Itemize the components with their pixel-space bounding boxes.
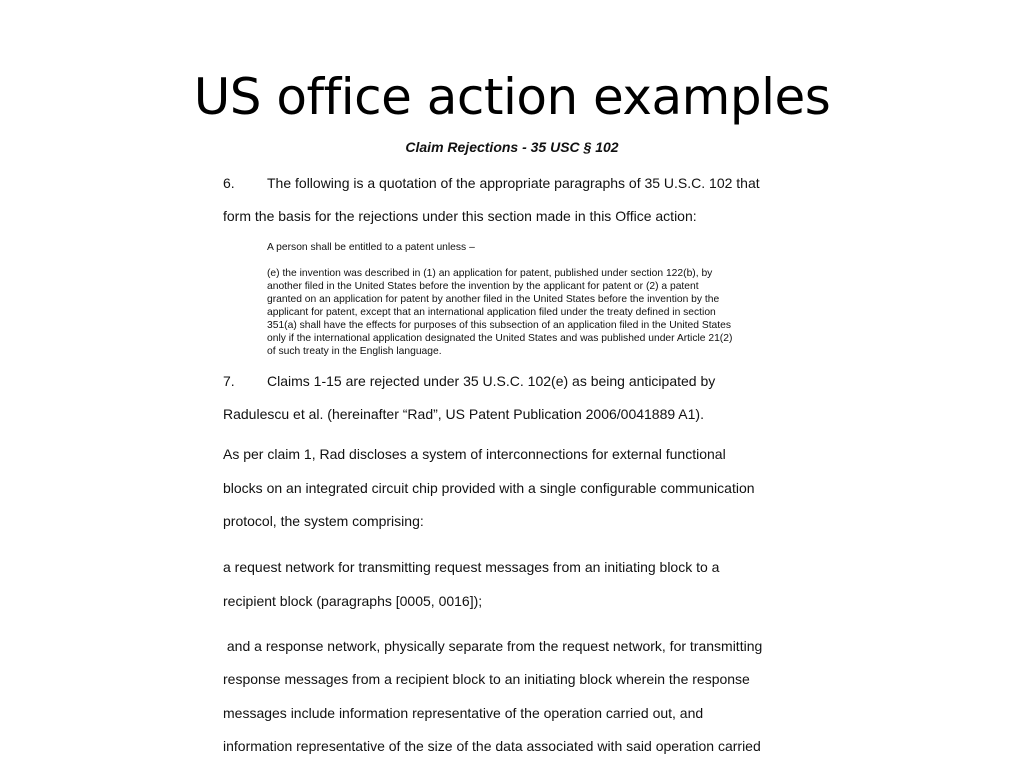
response-network-line: information representative of the size of the data associated with said operation carried	[223, 738, 761, 754]
response-network-line: messages include information representative of the operation carried out, and	[223, 705, 704, 721]
statute-quote-line: only if the international application designated the United States and was published under Article 21(2)	[267, 333, 733, 344]
paragraph-7-line-1: Claims 1-15 are rejected under 35 U.S.C. 102(e) as being anticipated by	[267, 373, 716, 389]
slide-title: US office action examples	[193, 68, 831, 126]
paragraph-6-line-1: The following is a quotation of the appropriate paragraphs of 35 U.S.C. 102 that	[267, 175, 760, 191]
paragraph-number-6: 6.	[223, 175, 235, 191]
statute-quote-line: applicant for patent, except that an international application filed under the treaty defined in section	[267, 307, 716, 318]
statute-quote-line: granted on an application for patent by another filed in the United States before the invention by the	[267, 294, 720, 305]
statute-quote-line: (e) the invention was described in (1) an application for patent, published under section 122(b), by	[267, 268, 713, 279]
statute-quote-line: of such treaty in the English language.	[267, 346, 442, 357]
request-network-line: a request network for transmitting request messages from an initiating block to a	[223, 559, 720, 575]
claim-intro-line: As per claim 1, Rad discloses a system of interconnections for external functional	[223, 446, 726, 462]
response-network-line: response messages from a recipient block to an initiating block wherein the response	[223, 671, 750, 687]
section-heading: Claim Rejections - 35 USC § 102	[405, 139, 619, 155]
response-network-line: and a response network, physically separate from the request network, for transmitting	[223, 638, 763, 654]
statute-quote-line: another filed in the United States before the invention by the applicant for patent or (2) a patent	[267, 281, 699, 292]
paragraph-number-7: 7.	[223, 373, 235, 389]
statute-quote-intro: A person shall be entitled to a patent unless –	[267, 242, 475, 253]
request-network-line: recipient block (paragraphs [0005, 0016]);	[223, 593, 483, 609]
statute-quote-line: 351(a) shall have the effects for purposes of this subsection of an application filed in the United States	[267, 320, 732, 331]
claim-intro-line: protocol, the system comprising:	[223, 513, 424, 529]
paragraph-7-line-2: Radulescu et al. (hereinafter “Rad”, US Patent Publication 2006/0041889 A1).	[223, 406, 704, 422]
paragraph-6-line-2: form the basis for the rejections under this section made in this Office action:	[223, 208, 697, 224]
claim-intro-line: blocks on an integrated circuit chip provided with a single configurable communication	[223, 480, 755, 496]
